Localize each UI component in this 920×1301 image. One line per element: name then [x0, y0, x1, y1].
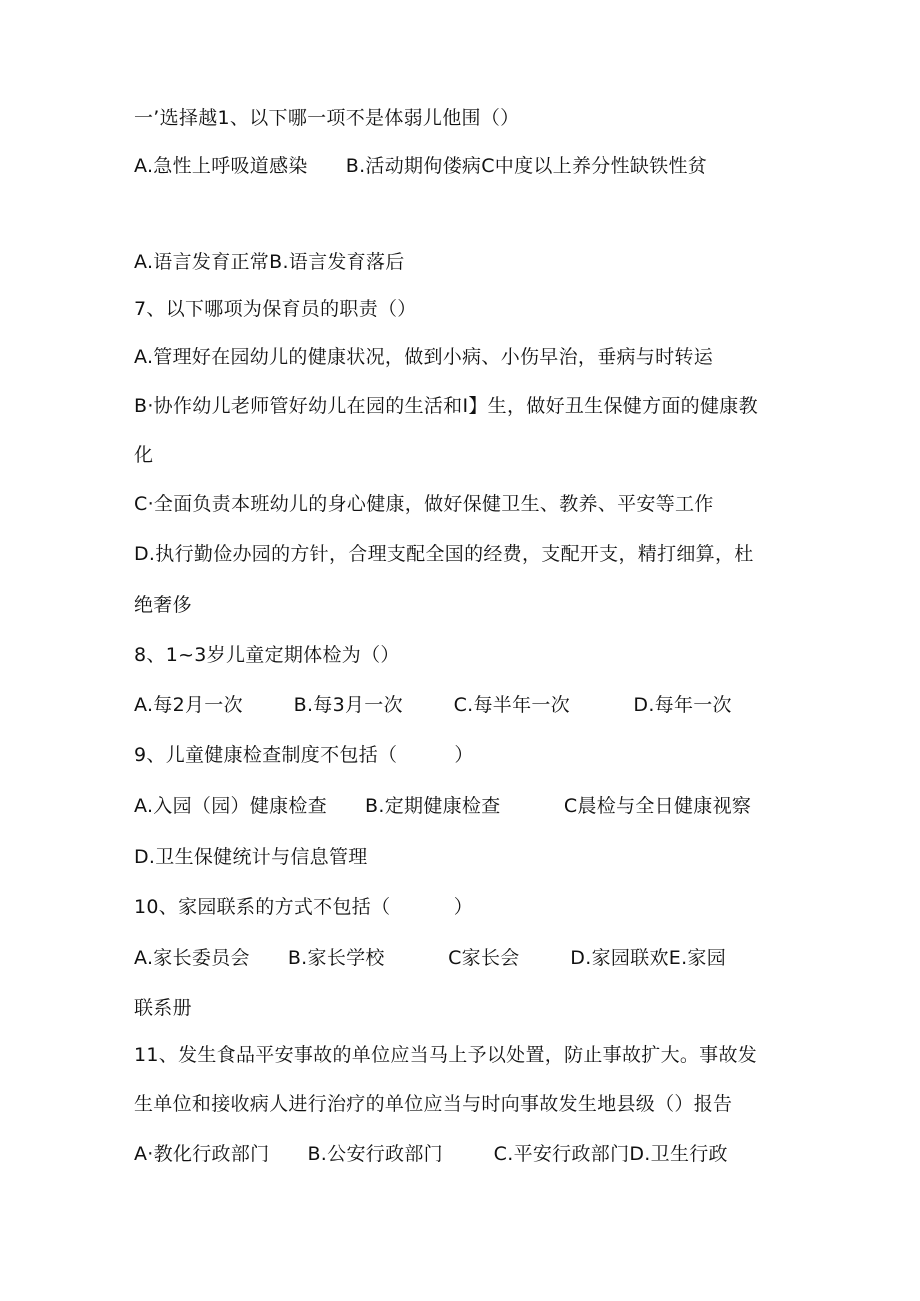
question-10-options: A.家长委员会 B.家长学校 C家长会 D.家园联欢E.家园 — [134, 947, 727, 969]
question-7-option-a: A.管理好在园幼儿的健康状况，做到小病、小伤早治，垂病与时转运 — [134, 346, 714, 368]
question-1-options: A.急性上呼吸道感染 B.活动期佝偻病C中度以上养分性缺铁性贫 — [134, 155, 708, 177]
question-7-option-b: B·协作幼儿老师管好幼儿在园的生活和I】生，做好丑生保健方面的健康教 — [134, 395, 758, 417]
question-8-options: A.每2月一次 B.每3月一次 C.每半年一次 D.每年一次 — [134, 694, 732, 716]
question-7-option-d: D.执行勤俭办园的方针，合理支配全国的经费，支配开支，精打细算，杜 — [134, 543, 754, 565]
question-11-options: A·教化行政部门 B.公安行政部门 C.平安行政部门D.卫生行政 — [134, 1143, 728, 1165]
question-7-option-c: C·全面负责本班幼儿的身心健康，做好保健卫生、教养、平安等工作 — [134, 493, 714, 515]
question-1-line: 一’选择越1、以下哪一项不是体弱儿他围（） — [134, 107, 520, 129]
question-8-line: 8、1~3岁儿童定期体检为（） — [134, 644, 400, 666]
question-11-line-cont: 生单位和接收病人进行治疗的单位应当与时向事故发生地县级（）报告 — [134, 1093, 733, 1115]
question-7-option-b-cont: 化 — [134, 444, 154, 466]
question-10-options-cont: 联系册 — [134, 997, 192, 1019]
question-9-option-d: D.卫生保健统计与信息管理 — [134, 846, 368, 868]
question-7-option-d-cont: 绝奢侈 — [134, 594, 192, 616]
question-10-line: 10、家园联系的方式不包括（ ） — [134, 896, 474, 918]
question-11-line: 11、发生食品平安事故的单位应当马上予以处置，防止事故扩大。事故发 — [134, 1044, 758, 1066]
question-9-options: A.入园（园）健康检查 B.定期健康检查 C晨检与全日健康视察 — [134, 795, 752, 817]
question-options-language: A.语言发育正常B.语言发育落后 — [134, 251, 405, 273]
question-7-line: 7、以下哪项为保育员的职责（） — [134, 298, 417, 320]
question-9-line: 9、儿童健康检查制度不包括（ ） — [134, 744, 474, 766]
